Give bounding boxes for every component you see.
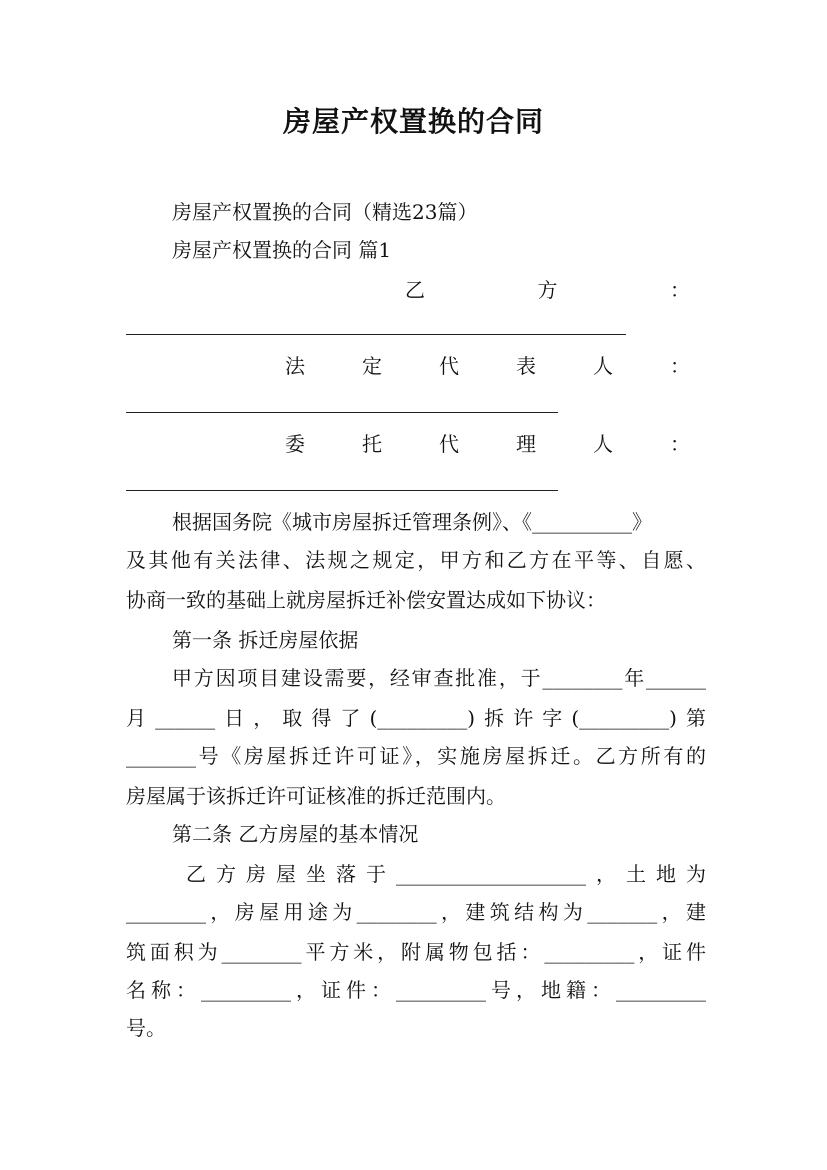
legal-rep-colon: ： xyxy=(670,354,690,378)
party-b-colon: ： xyxy=(670,278,690,302)
section-heading: 房屋产权置换的合同 篇1 xyxy=(172,238,392,262)
intro-line-1: 根据国务院《城市房屋拆迁管理条例》、《__________》 xyxy=(172,510,652,534)
agent-label xyxy=(285,430,690,458)
subtitle: 房屋产权置换的合同（精选23篇） xyxy=(172,200,478,224)
article-2-line-3: 筑面积为________平方米，附属物包括：_________，证件 xyxy=(126,940,706,964)
article-2-title: 第二条 乙方房屋的基本情况 xyxy=(172,822,419,846)
party-b-char-1: 乙 xyxy=(405,278,425,302)
agent-char-5: 人 xyxy=(593,432,613,456)
agent-char-4: 理 xyxy=(516,432,536,456)
agent-char-3: 代 xyxy=(439,432,459,456)
article-2-line-1: 乙方房屋坐落于___________________，土地为 xyxy=(186,862,706,886)
agent-colon: ： xyxy=(670,432,690,456)
agent-char-1: 委 xyxy=(285,432,305,456)
legal-rep-char-2: 定 xyxy=(362,354,382,378)
party-b-label xyxy=(405,276,690,304)
document-title: 房屋产权置换的合同 xyxy=(282,105,544,138)
article-2-line-5: 号。 xyxy=(126,1016,166,1040)
legal-rep-char-5: 人 xyxy=(593,354,613,378)
article-1-line-1: 甲方因项目建设需要，经审查批准，于________年______ xyxy=(172,666,706,690)
legal-rep-blank-line xyxy=(126,412,558,413)
legal-rep-label xyxy=(285,352,690,380)
article-2-line-4: 名称：_________，证件：_________号，地籍：_________ xyxy=(126,978,706,1002)
party-b-blank-line xyxy=(126,334,626,335)
intro-line-3: 协商一致的基础上就房屋拆迁补偿安置达成如下协议： xyxy=(126,588,606,612)
article-1-title: 第一条 拆迁房屋依据 xyxy=(172,628,359,652)
article-1-line-2: 月______日，取得了(_________)拆许字(_________)第 xyxy=(126,706,706,730)
legal-rep-char-1: 法 xyxy=(285,354,305,378)
legal-rep-char-3: 代 xyxy=(439,354,459,378)
party-b-char-2: 方 xyxy=(537,278,558,302)
article-1-line-3: _______号《房屋拆迁许可证》，实施房屋拆迁。乙方所有的 xyxy=(126,744,706,768)
intro-line-2: 及其他有关法律、法规之规定，甲方和乙方在平等、自愿、 xyxy=(126,548,706,572)
article-2-line-2: ________，房屋用途为________，建筑结构为_______，建 xyxy=(126,900,706,924)
legal-rep-char-4: 表 xyxy=(516,354,536,378)
agent-char-2: 托 xyxy=(362,432,382,456)
agent-blank-line xyxy=(126,490,558,491)
article-1-line-4: 房屋属于该拆迁许可证核准的拆迁范围内。 xyxy=(126,784,506,808)
